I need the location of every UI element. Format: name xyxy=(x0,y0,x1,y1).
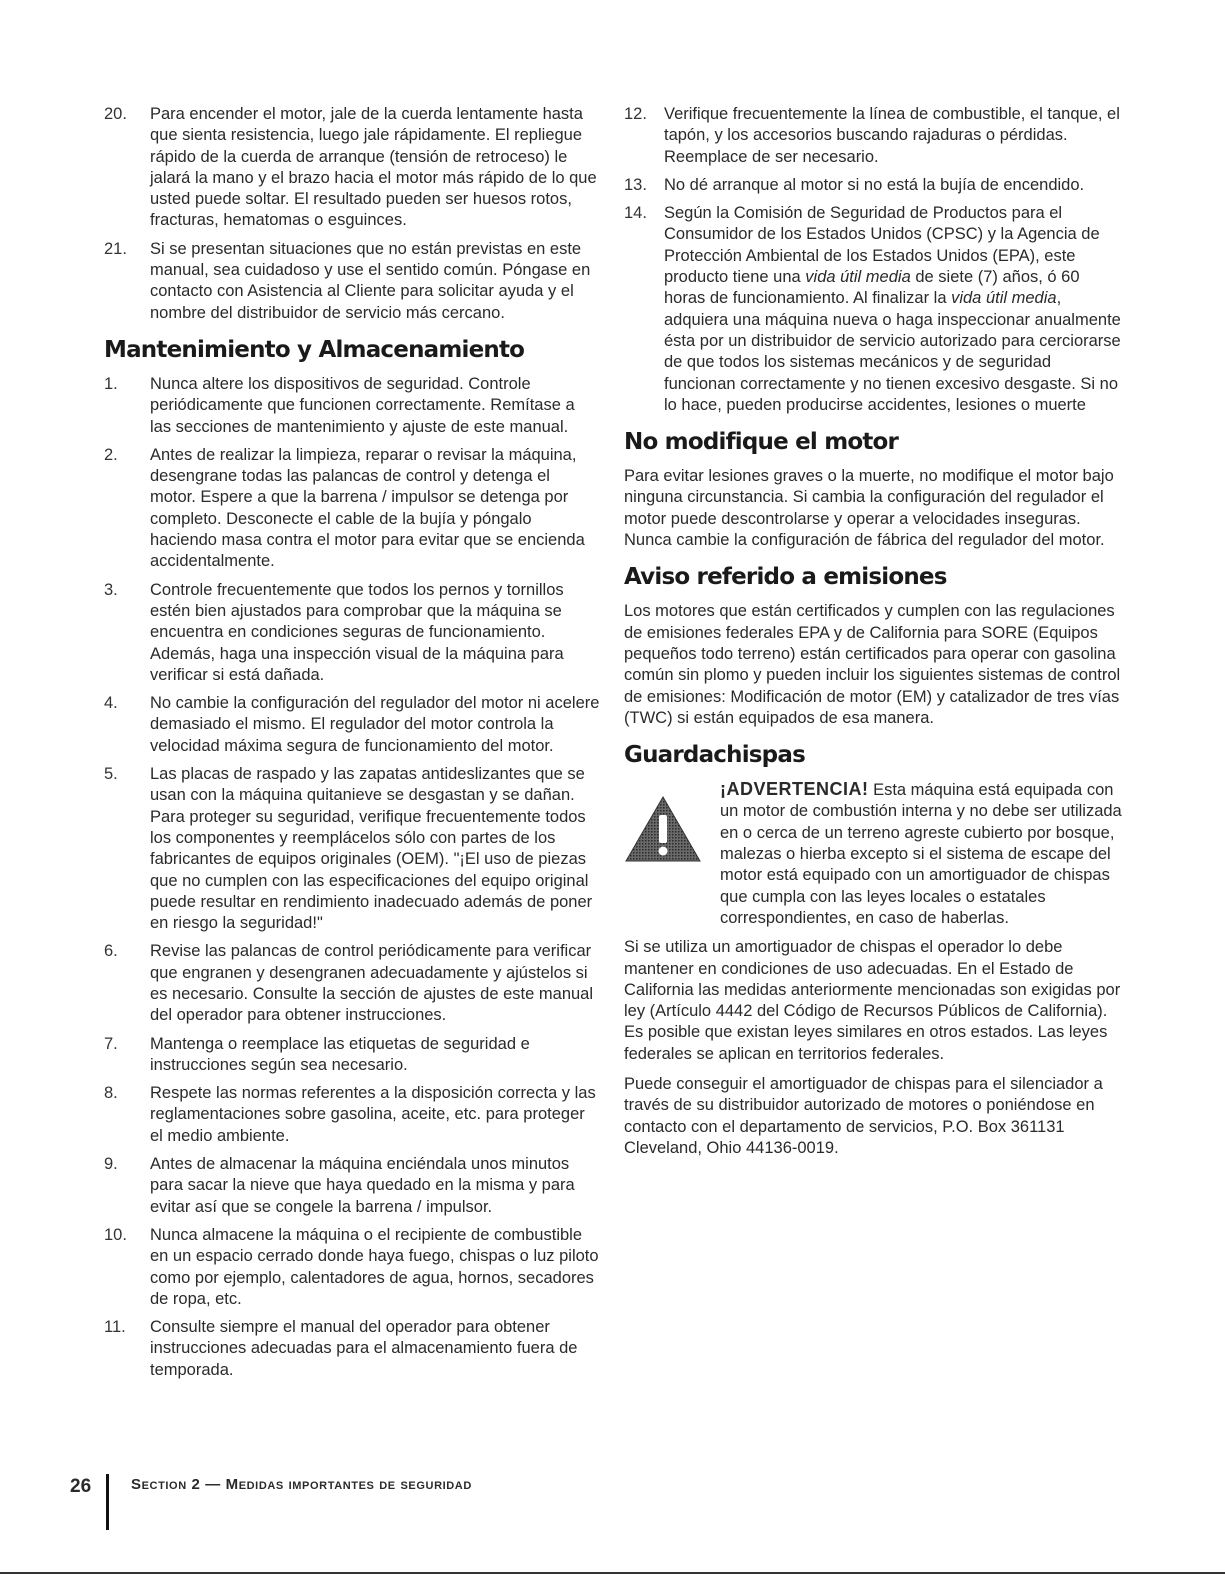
warning-block xyxy=(624,779,1124,929)
list-item xyxy=(624,203,1124,416)
spark-arrester-heading: Guardachispas xyxy=(624,742,805,769)
emphasis-text: vida útil media xyxy=(951,289,1057,308)
text-run: de siete (7) años, ó 60 horas de funcionamiento. Al finalizar la xyxy=(664,268,1080,308)
item-text: Nunca altere los dispositivos de seguridad. Controle periódicamente que funcionen correctamente. Remítase a las secciones de mantenimiento y ajuste de este manual. xyxy=(150,374,575,436)
section-title xyxy=(131,1476,472,1493)
item-text: Las placas de raspado y las zapatas antideslizantes que se usan con la máquina quitanieve se desgastan y se dañan. Para proteger su seguridad, verifique frecuentemente todos los componentes y reemplácelos sólo con partes de los fabricantes de equipos originales (OEM). "¡El uso de piezas que no cumplen con las especificaciones del equipo original puede resultar en rendimiento inadecuado además de poner en riesgo la seguridad!" xyxy=(150,765,593,933)
item-text: Mantenga o reemplace las etiquetas de seguridad e instrucciones según sea necesario. xyxy=(150,1034,530,1074)
item-text: No cambie la configuración del regulador del motor ni acelere demasiado el mismo. El regulador del motor controla la velocidad máxima segura de funcionamiento del motor. xyxy=(150,694,600,755)
item-text: Para encender el motor, jale de la cuerda lentamente hasta que sienta resistencia, luego jale rápidamente. El repliegue rápido de la cuerda de arranque (tensión de retroceso) le jalará la mano y el brazo hacia el motor más rápido de lo que usted puede soltar. El resultado pueden ser huesos rotos, fracturas, hematomas o esguinces. xyxy=(150,105,597,230)
item-number: 2. xyxy=(104,445,118,464)
section-name: Medidas importantes de seguridad xyxy=(225,1476,472,1493)
item-number: 6. xyxy=(104,942,118,961)
item-number: 1. xyxy=(104,374,118,393)
item-text: Respete las normas referentes a la disposición correcta y las reglamentaciones sobre gasolina, aceite, etc. para proteger el medio ambiente. xyxy=(150,1084,596,1145)
warning-text xyxy=(720,779,1124,929)
item-text: Si se presentan situaciones que no están previstas en este manual, sea cuidadoso y use el sentido común. Póngase en contacto con Asistencia al Cliente para solicitar ayuda y el nombre del distribuidor de servicio más cercano. xyxy=(150,239,591,322)
section-prefix: Section 2 — xyxy=(131,1476,226,1493)
no-modify-heading: No modifique el motor xyxy=(624,429,899,456)
item-number: 10. xyxy=(104,1225,127,1244)
item-number: 7. xyxy=(104,1034,118,1053)
item-number: 20. xyxy=(104,105,127,123)
item-text: Revise las palancas de control periódicamente para verificar que engranen y desengranen adecuadamente y ajústelos si es necesario. Consulte la sección de ajustes de este manual del operador para obtener instrucciones. xyxy=(150,942,594,1025)
item-number: 9. xyxy=(104,1155,118,1174)
bottom-rule xyxy=(0,1572,1225,1574)
item-text: Verifique frecuentemente la línea de combustible, el tanque, el tapón, y los accesorios buscando rajaduras o pérdidas. Reemplace de ser necesario. xyxy=(664,105,1120,166)
list-item xyxy=(104,941,600,1026)
maintenance-heading: Mantenimiento y Almacenamiento xyxy=(104,336,525,363)
item-text xyxy=(664,203,1124,416)
list-item xyxy=(104,1317,600,1381)
list-item xyxy=(104,1083,600,1147)
text-run: , adquiera una máquina nueva o haga inspeccionar anualmente ésta por un distribuidor de servicio autorizado para cerciorarse de que todos los sistemas mecánicos y de seguridad funcionan correctamente y no tienen excesivo desgaste. Si no lo hace, pueden producirse accidentes, lesiones o muerte xyxy=(664,289,1121,414)
spark-arrester-paragraph-1: Si se utiliza un amortiguador de chispas el operador lo debe mantener en condiciones de uso adecuadas. En el Estado de California las medidas anteriormente mencionadas son exigidas por ley (Artículo 4442 del Código de Recursos Públicos de California). Es posible que existan leyes similares en otros estados. Las leyes federales se aplican en territorios federales. xyxy=(624,938,1121,1063)
list-item xyxy=(624,175,1124,196)
warning-triangle-icon xyxy=(624,779,720,929)
list-item xyxy=(104,445,600,573)
list-item xyxy=(104,104,600,232)
footer-divider xyxy=(106,1474,109,1530)
list-item xyxy=(104,239,600,324)
item-number: 8. xyxy=(104,1084,118,1103)
spark-arrester-paragraph-2: Puede conseguir el amortiguador de chispas para el silenciador a través de su distribuidor autorizado de motores o poniéndose en contacto con el departamento de servicios, P.O. Box 361131 Cleveland, Ohio 44136-0019. xyxy=(624,1074,1103,1157)
item-number: 21. xyxy=(104,239,127,258)
right-column xyxy=(624,104,1124,1168)
emphasis-text: vida útil media xyxy=(805,268,911,287)
item-number: 3. xyxy=(104,580,118,599)
item-text: No dé arranque al motor si no está la bujía de encendido. xyxy=(664,175,1085,194)
list-item xyxy=(104,374,600,438)
item-text: Antes de almacenar la máquina enciéndala unos minutos para sacar la nieve que haya quedado en la misma y para evitar así que se congele la barrena / impulsor. xyxy=(150,1155,575,1216)
item-text: Consulte siempre el manual del operador para obtener instrucciones adecuadas para el almacenamiento fuera de temporada. xyxy=(150,1318,578,1379)
emissions-heading: Aviso referido a emisiones xyxy=(624,564,947,591)
list-item xyxy=(624,104,1124,168)
page-number: 26 xyxy=(70,1476,92,1497)
item-number: 11. xyxy=(104,1318,126,1337)
list-item xyxy=(104,1154,600,1218)
item-number: 12. xyxy=(624,105,647,123)
list-item xyxy=(104,1034,600,1077)
list-item xyxy=(104,764,600,934)
list-item xyxy=(104,693,600,757)
left-column xyxy=(104,104,600,1388)
emissions-paragraph: Los motores que están certificados y cumplen con las regulaciones de emisiones federales EPA y de California para SORE (Equipos pequeños todo terreno) están certificados para operar con gasolina común sin plomo y pueden incluir los siguientes sistemas de control de emisiones: Modificación de motor (EM) y catalizador de tres vías (TWC) si están equipados de esa manera. xyxy=(624,602,1121,727)
item-text: Nunca almacene la máquina o el recipiente de combustible en un espacio cerrado donde haya fuego, chispas o luz piloto como por ejemplo, calentadores de agua, hornos, secadores de ropa, etc. xyxy=(150,1225,599,1308)
item-number: 5. xyxy=(104,765,118,784)
item-text: Controle frecuentemente que todos los pernos y tornillos estén bien ajustados para comprobar que la máquina se encuentra en condiciones seguras de funcionamiento. Además, haga una inspección visual de la máquina para verificar si está dañada. xyxy=(150,580,564,684)
item-text: Antes de realizar la limpieza, reparar o revisar la máquina, desengrane todas las palancas de control y detenga el motor. Espere a que la barrena / impulsor se detenga por completo. Desconecte el cable de la bujía y póngalo haciendo masa contra el motor para evitar que se encienda accidentalmente. xyxy=(150,445,585,571)
no-modify-paragraph: Para evitar lesiones graves o la muerte, no modifique el motor bajo ninguna circunstancia. Si cambia la configuración del regulador el motor puede descontrolarse y operar a velocidades inseguras. Nunca cambie la configuración de fábrica del regulador del motor. xyxy=(624,467,1114,550)
page-footer xyxy=(70,1476,472,1530)
list-item xyxy=(104,1225,600,1310)
item-number: 13. xyxy=(624,175,647,194)
warning-body: Esta máquina está equipada con un motor de combustión interna y no debe ser utilizada en o cerca de un terreno agreste cubierto por bosque, malezas o hierba excepto si el sistema de escape del motor está equipado con un amortiguador de chispas que cumpla con las leyes locales o estatales correspondientes, en caso de haberlas. xyxy=(720,781,1122,927)
warning-title: ¡ADVERTENCIA! xyxy=(720,779,869,800)
item-number: 14. xyxy=(624,204,647,223)
item-number: 4. xyxy=(104,694,118,713)
text-run: Según la Comisión de Seguridad de Productos para el Consumidor de los Estados Unidos (CPSC) y la Agencia de Protección Ambiental de los Estados Unidos (EPA), este producto tiene una xyxy=(664,204,1100,287)
list-item xyxy=(104,580,600,686)
